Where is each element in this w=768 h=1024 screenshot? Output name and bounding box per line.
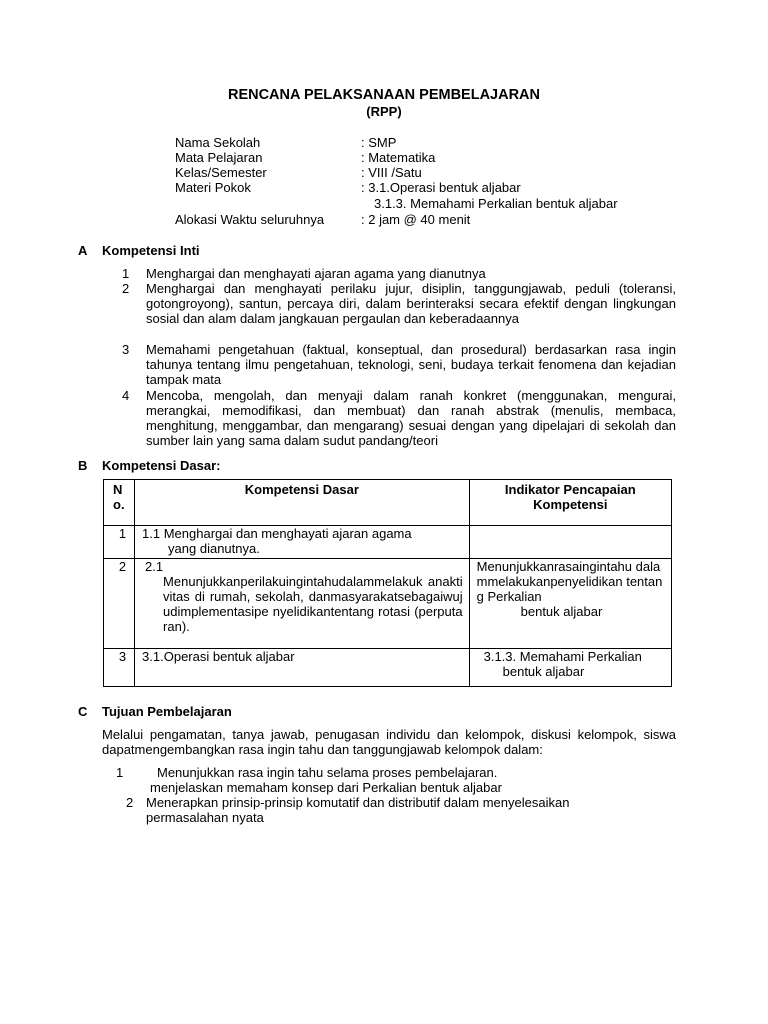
info-value-class: : VIII /Satu xyxy=(361,165,422,180)
section-c-title: Tujuan Pembelajaran xyxy=(102,704,232,719)
tujuan-item-line: menjelaskan memaham konsep dari Perkalian bentuk aljabar xyxy=(150,780,502,795)
tujuan-intro: Melalui pengamatan, tanya jawab, penugasan individu dan kelompok, diskusi kelompok, siswa dapatmengembangkan rasa ingin tahu dan tanggungjawab kelompok dalam: xyxy=(102,727,676,757)
info-label-subject: Mata Pelajaran xyxy=(175,150,263,165)
cell-kd xyxy=(135,559,470,649)
ki-item-num: 3 xyxy=(122,342,130,357)
info-value-school: : SMP xyxy=(361,135,397,150)
table-row xyxy=(104,649,672,687)
cell-ind-line: 3.1.3. Memahami Perkalian xyxy=(483,649,642,664)
table-row xyxy=(104,559,672,649)
cell-kd xyxy=(135,526,470,559)
section-b-title: Kompetensi Dasar: xyxy=(102,458,221,473)
tujuan-item-num: 2 xyxy=(126,795,134,810)
info-value-material: : 3.1.Operasi bentuk aljabar xyxy=(361,180,521,195)
info-label-material: Materi Pokok xyxy=(175,180,251,195)
info-label-class: Kelas/Semester xyxy=(175,165,267,180)
cell-ind-line: bentuk aljabar xyxy=(502,664,585,679)
info-label-school: Nama Sekolah xyxy=(175,135,261,150)
cell-ind-line: Menunjukkanrasaingintahu dalammelakukanpenyelidikan tentang Perkalian xyxy=(476,559,663,604)
ki-item-text: Menghargai dan menghayati ajaran agama yang dianutnya xyxy=(146,266,486,281)
ki-item-num: 2 xyxy=(122,281,130,296)
ki-item-text: Memahami pengetahuan (faktual, konseptual, dan prosedural) berdasarkan rasa ingin tahunya tentang ilmu pengetahuan, teknologi, seni, budaya terkait fenomena dan kejadian tampak mata xyxy=(146,342,676,387)
tujuan-item-line: Menerapkan prinsip-prinsip komutatif dan distributif dalam menyelesaikan xyxy=(146,795,570,810)
cell-indikator xyxy=(469,649,671,687)
info-value-subject: : Matematika xyxy=(361,150,436,165)
section-c-letter: C xyxy=(78,704,88,719)
ki-item-num: 4 xyxy=(122,388,130,403)
tujuan-item-line: permasalahan nyata xyxy=(146,810,264,825)
cell-kd-line: 1.1 Menghargai dan menghayati ajaran agama xyxy=(142,526,412,541)
info-value-time: : 2 jam @ 40 menit xyxy=(361,212,471,227)
ki-item-text: Menghargai dan menghayati perilaku jujur, disiplin, tanggungjawab, peduli (toleransi, gotongroyong), santun, percaya diri, dalam berinteraksi secara efektif dengan lingkungan sosial dan alam dalam jangkauan pergaulan dan keberadaannya xyxy=(146,281,676,326)
header-indikator: Indikator Pencapaian Kompetensi xyxy=(469,480,671,526)
cell-indikator xyxy=(469,559,671,649)
header-no: N o. xyxy=(104,480,135,526)
header-kompetensi-dasar: Kompetensi Dasar xyxy=(135,480,470,526)
cell-kd-line: yang dianutnya. xyxy=(168,541,260,556)
section-a-title: Kompetensi Inti xyxy=(102,243,200,258)
page-title: RENCANA PELAKSANAAN PEMBELAJARAN xyxy=(227,87,541,103)
cell-no: 2 xyxy=(104,559,135,649)
cell-kd xyxy=(135,649,470,687)
cell-indikator xyxy=(469,526,671,559)
kompetensi-dasar-table xyxy=(103,479,672,687)
section-b-letter: B xyxy=(78,458,88,473)
info-value-submaterial: 3.1.3. Memahami Perkalian bentuk aljabar xyxy=(374,196,618,211)
section-a-letter: A xyxy=(78,243,88,258)
ki-item-num: 1 xyxy=(122,266,130,281)
page-subtitle: (RPP) xyxy=(366,104,402,119)
tujuan-item-num: 1 xyxy=(116,765,124,780)
ki-item-text: Mencoba, mengolah, dan menyaji dalam ranah konkret (menggunakan, mengurai, merangkai, memodifikasi, dan membuat) dan ranah abstrak (menulis, membaca, menghitung, menggambar, dan mengarang) sesuai dengan yang dipelajari di sekolah dan sumber lain yang sama dalam sudut pandang/teori xyxy=(146,388,676,448)
cell-kd-line: Menunjukkanperilakuingintahudalammelakuk anaktivitas di rumah, sekolah, danmasyarakatsebagaiwujudimplementasipe nyelidikantentang rotasi (perputaran). xyxy=(163,574,463,634)
cell-no: 1 xyxy=(104,526,135,559)
cell-ind-line: bentuk aljabar xyxy=(520,604,603,619)
table-header-row xyxy=(104,480,672,526)
cell-kd-line: 3.1.Operasi bentuk aljabar xyxy=(142,649,295,664)
cell-kd-line: 2.1 xyxy=(145,559,164,574)
tujuan-item-line: Menunjukkan rasa ingin tahu selama proses pembelajaran. xyxy=(157,765,498,780)
info-label-time: Alokasi Waktu seluruhnya xyxy=(175,212,325,227)
table-row xyxy=(104,526,672,559)
cell-no: 3 xyxy=(104,649,135,687)
